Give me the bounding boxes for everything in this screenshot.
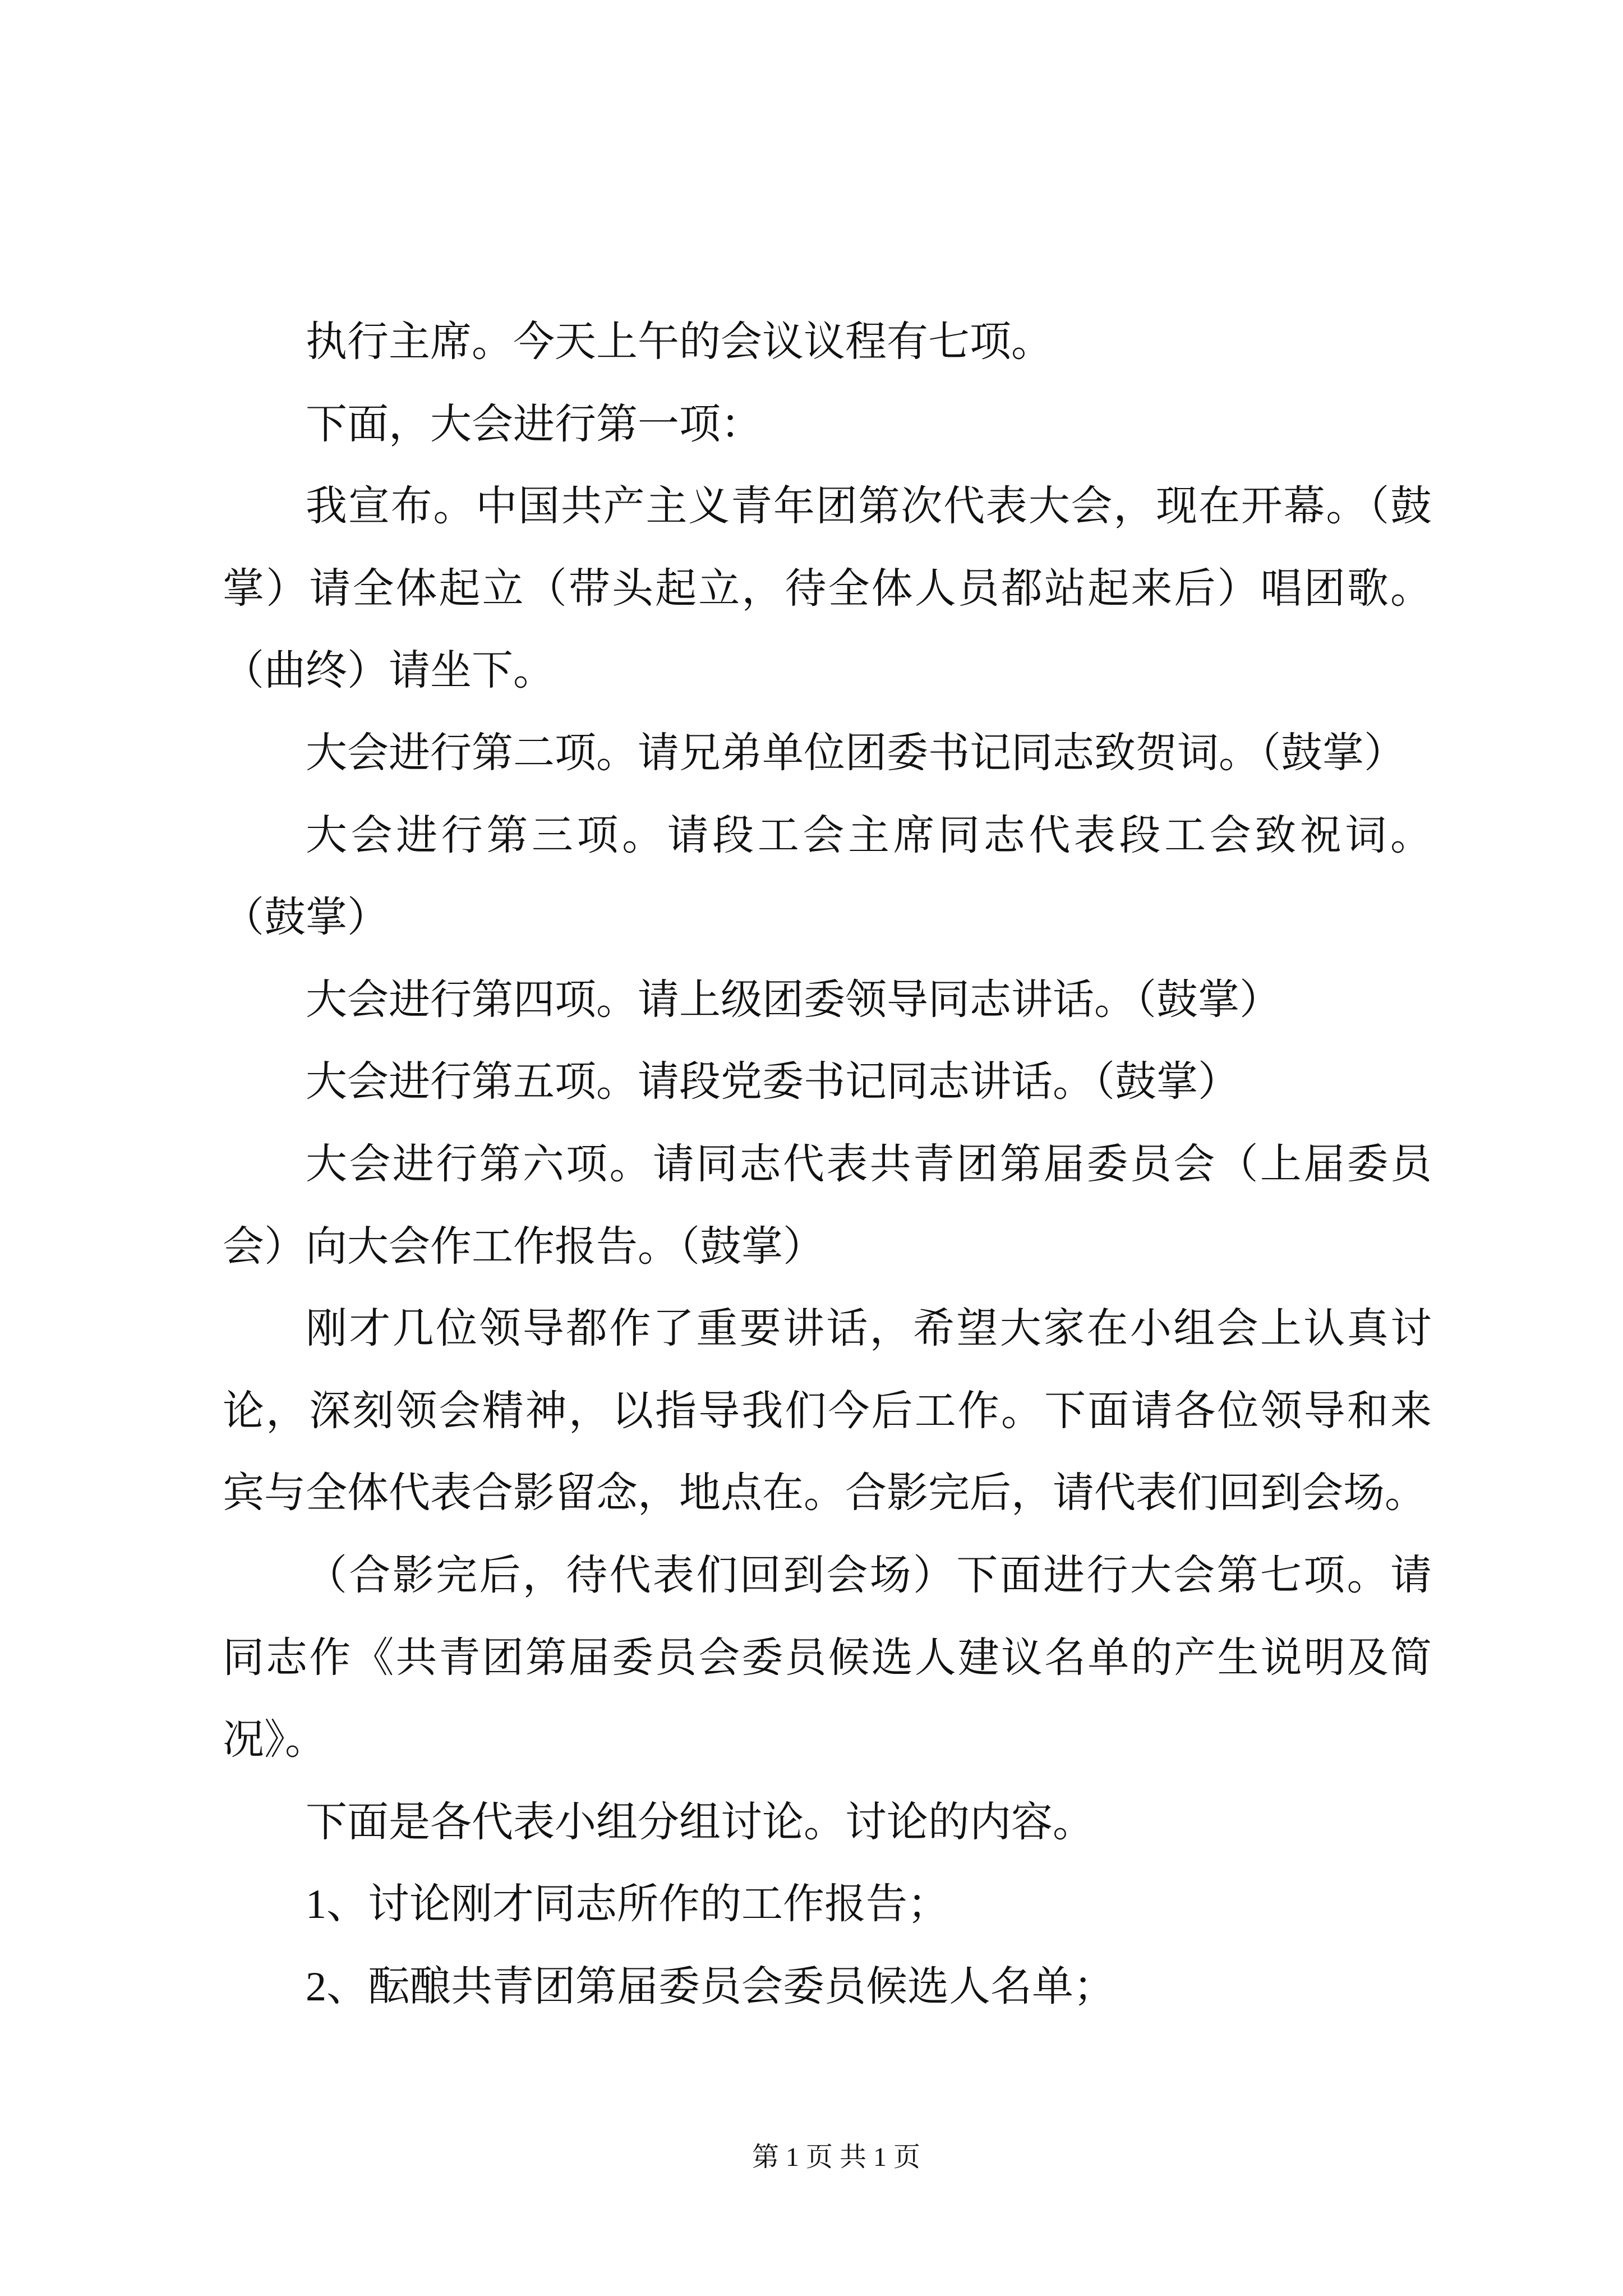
paragraph-line: （鼓掌） [223, 895, 389, 941]
paragraph [223, 959, 1432, 1042]
paragraph-line: 大会进行第三项。请段工会主席同志代表段工会致祝词。 [306, 812, 1432, 859]
paragraph-line: 大会进行第二项。请兄弟单位团委书记同志致贺词。（鼓掌） [306, 730, 1405, 776]
paragraph [223, 795, 1432, 959]
paragraph-line: 大会进行第六项。请同志代表共青团第届委员会（上届委员 [306, 1141, 1432, 1188]
paragraph-line: 况》。 [223, 1717, 326, 1764]
paragraph-line: 大会进行第四项。请上级团委领导同志讲话。（鼓掌） [306, 977, 1281, 1023]
paragraph-line: 下面是各代表小组分组讨论。讨论的内容。 [306, 1799, 1094, 1846]
list-item [223, 1864, 1432, 1946]
paragraph [223, 384, 1432, 466]
paragraph-line: 同志作《共青团第届委员会委员候选人建议名单的产生说明及简 [223, 1635, 1432, 1681]
paragraph-line: 1、讨论刚才同志所作的工作报告； [306, 1881, 949, 1928]
paragraph-line: 宾与全体代表合影留念，地点在。合影完后，请代表们回到会场。 [223, 1470, 1426, 1517]
paragraph-line: 掌）请全体起立（带头起立，待全体人员都站起来后）唱团歌。 [223, 565, 1432, 612]
paragraph-line: 2、酝酿共青团第届委员会委员候选人名单； [306, 1963, 1115, 2010]
paragraph-line: 执行主席。今天上午的会议议程有七项。 [306, 319, 1053, 365]
paragraph [223, 712, 1432, 795]
paragraph-line: 我宣布。中国共产主义青年团第次代表大会，现在开幕。（鼓 [306, 484, 1432, 530]
paragraph [223, 1535, 1432, 1782]
paragraph [223, 1124, 1432, 1288]
paragraph-line: （合影完后，待代表们回到会场）下面进行大会第七项。请 [306, 1552, 1432, 1599]
paragraph [223, 1288, 1432, 1535]
page-footer: 第 1 页 共 1 页 [752, 2142, 921, 2172]
paragraph [223, 301, 1432, 384]
paragraph-line: 刚才几位领导都作了重要讲话，希望大家在小组会上认真讨 [306, 1306, 1432, 1352]
paragraph-line: 论，深刻领会精神，以指导我们今后工作。下面请各位领导和来 [223, 1388, 1432, 1434]
paragraph-line: 大会进行第五项。请段党委书记同志讲话。（鼓掌） [306, 1059, 1239, 1106]
paragraph [223, 466, 1432, 712]
paragraph-line: 下面，大会进行第一项： [306, 401, 762, 448]
document-body [223, 301, 1432, 2028]
list-item [223, 1946, 1432, 2028]
paragraph [223, 1041, 1432, 1124]
paragraph-line: （曲终）请坐下。 [223, 648, 555, 694]
paragraph-line: 会）向大会作工作报告。（鼓掌） [223, 1223, 824, 1270]
paragraph [223, 1782, 1432, 1864]
